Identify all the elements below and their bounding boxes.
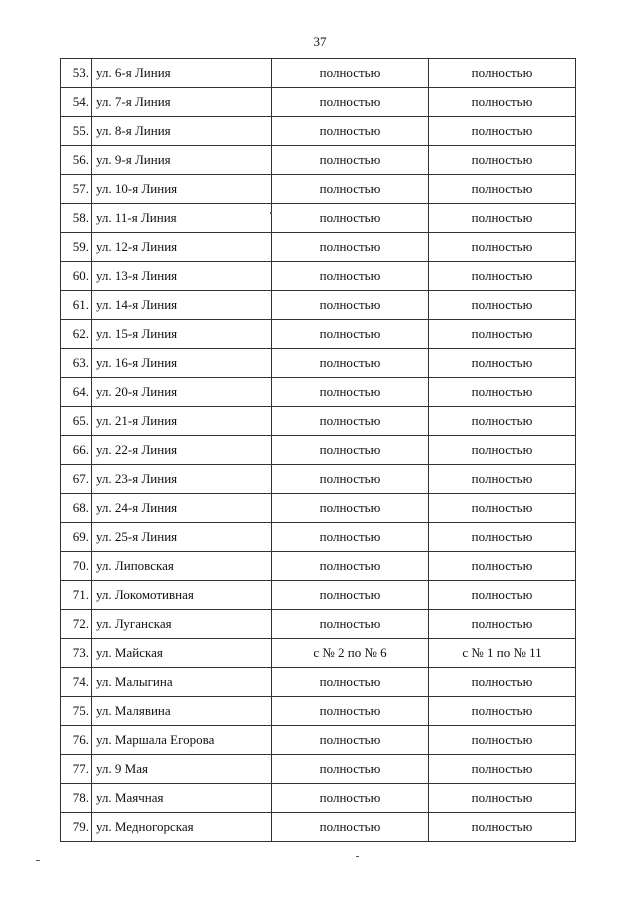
table-row	[61, 146, 576, 175]
street-name-cell: ул. 6-я Линия	[92, 59, 272, 88]
extent-odd-cell: полностью	[429, 378, 576, 407]
street-name-cell: ул. Маячная	[92, 784, 272, 813]
extent-even-cell: полностью	[272, 407, 429, 436]
extent-even-cell: полностью	[272, 233, 429, 262]
table-row	[61, 320, 576, 349]
extent-even-cell: полностью	[272, 784, 429, 813]
streets-table	[60, 58, 576, 842]
row-number-cell: 57.	[61, 175, 92, 204]
table-row	[61, 813, 576, 842]
table-row	[61, 697, 576, 726]
scan-speck	[36, 860, 40, 861]
extent-odd-cell: полностью	[429, 726, 576, 755]
extent-even-cell: с № 2 по № 6	[272, 639, 429, 668]
row-number-cell: 66.	[61, 436, 92, 465]
row-number-cell: 62.	[61, 320, 92, 349]
row-number-cell: 70.	[61, 552, 92, 581]
table-row	[61, 784, 576, 813]
street-name-cell: ул. 7-я Линия	[92, 88, 272, 117]
street-name-cell: ул. Майская	[92, 639, 272, 668]
extent-even-cell: полностью	[272, 175, 429, 204]
extent-even-cell: полностью	[272, 378, 429, 407]
table-row	[61, 117, 576, 146]
extent-odd-cell: полностью	[429, 233, 576, 262]
row-number-cell: 63.	[61, 349, 92, 378]
extent-even-cell: полностью	[272, 755, 429, 784]
extent-odd-cell: полностью	[429, 320, 576, 349]
extent-odd-cell: полностью	[429, 349, 576, 378]
street-name-cell: ул. 25-я Линия	[92, 523, 272, 552]
extent-even-cell: полностью	[272, 88, 429, 117]
page-number: 37	[313, 34, 327, 49]
street-name-cell: ул. 13-я Линия	[92, 262, 272, 291]
table-row	[61, 175, 576, 204]
street-name-cell: ул. Локомотивная	[92, 581, 272, 610]
extent-odd-cell: полностью	[429, 465, 576, 494]
extent-odd-cell: полностью	[429, 697, 576, 726]
extent-even-cell: полностью	[272, 146, 429, 175]
table-row	[61, 465, 576, 494]
extent-even-cell: полностью	[272, 494, 429, 523]
extent-even-cell: полностью	[272, 465, 429, 494]
table-row	[61, 610, 576, 639]
table-row	[61, 523, 576, 552]
street-name-cell: ул. Малявина	[92, 697, 272, 726]
row-number-cell: 59.	[61, 233, 92, 262]
row-number-cell: 73.	[61, 639, 92, 668]
streets-table-body	[61, 59, 576, 842]
street-name-cell: ул. 21-я Линия	[92, 407, 272, 436]
extent-odd-cell: полностью	[429, 88, 576, 117]
row-number-cell: 55.	[61, 117, 92, 146]
row-number-cell: 58.	[61, 204, 92, 233]
table-row	[61, 59, 576, 88]
extent-even-cell: полностью	[272, 813, 429, 842]
extent-even-cell: полностью	[272, 581, 429, 610]
table-row	[61, 726, 576, 755]
extent-odd-cell: полностью	[429, 610, 576, 639]
table-row	[61, 436, 576, 465]
row-number-cell: 72.	[61, 610, 92, 639]
extent-odd-cell: полностью	[429, 175, 576, 204]
extent-odd-cell: полностью	[429, 784, 576, 813]
scan-speck	[270, 212, 272, 214]
street-name-cell: ул. Липовская	[92, 552, 272, 581]
extent-even-cell: полностью	[272, 436, 429, 465]
extent-even-cell: полностью	[272, 262, 429, 291]
street-name-cell: ул. 20-я Линия	[92, 378, 272, 407]
extent-odd-cell: полностью	[429, 552, 576, 581]
scan-speck	[356, 856, 359, 857]
table-row	[61, 204, 576, 233]
street-name-cell: ул. 15-я Линия	[92, 320, 272, 349]
extent-odd-cell: полностью	[429, 262, 576, 291]
extent-odd-cell: полностью	[429, 204, 576, 233]
extent-even-cell: полностью	[272, 697, 429, 726]
table-row	[61, 291, 576, 320]
extent-even-cell: полностью	[272, 552, 429, 581]
row-number-cell: 65.	[61, 407, 92, 436]
row-number-cell: 71.	[61, 581, 92, 610]
table-row	[61, 552, 576, 581]
extent-even-cell: полностью	[272, 117, 429, 146]
street-name-cell: ул. 22-я Линия	[92, 436, 272, 465]
table-row	[61, 668, 576, 697]
row-number-cell: 77.	[61, 755, 92, 784]
extent-odd-cell: полностью	[429, 581, 576, 610]
extent-even-cell: полностью	[272, 349, 429, 378]
extent-even-cell: полностью	[272, 726, 429, 755]
row-number-cell: 79.	[61, 813, 92, 842]
table-row	[61, 233, 576, 262]
extent-odd-cell: полностью	[429, 291, 576, 320]
row-number-cell: 74.	[61, 668, 92, 697]
table-row	[61, 378, 576, 407]
row-number-cell: 69.	[61, 523, 92, 552]
table-row	[61, 349, 576, 378]
row-number-cell: 75.	[61, 697, 92, 726]
street-name-cell: ул. Медногорская	[92, 813, 272, 842]
extent-odd-cell: полностью	[429, 117, 576, 146]
table-row	[61, 262, 576, 291]
row-number-cell: 68.	[61, 494, 92, 523]
street-name-cell: ул. 10-я Линия	[92, 175, 272, 204]
row-number-cell: 60.	[61, 262, 92, 291]
table-row	[61, 755, 576, 784]
row-number-cell: 78.	[61, 784, 92, 813]
extent-even-cell: полностью	[272, 204, 429, 233]
row-number-cell: 61.	[61, 291, 92, 320]
extent-even-cell: полностью	[272, 668, 429, 697]
street-name-cell: ул. 9 Мая	[92, 755, 272, 784]
extent-odd-cell: полностью	[429, 523, 576, 552]
street-name-cell: ул. 8-я Линия	[92, 117, 272, 146]
row-number-cell: 64.	[61, 378, 92, 407]
extent-odd-cell: с № 1 по № 11	[429, 639, 576, 668]
street-name-cell: ул. 16-я Линия	[92, 349, 272, 378]
row-number-cell: 54.	[61, 88, 92, 117]
street-name-cell: ул. 11-я Линия	[92, 204, 272, 233]
extent-odd-cell: полностью	[429, 755, 576, 784]
extent-odd-cell: полностью	[429, 494, 576, 523]
street-name-cell: ул. 23-я Линия	[92, 465, 272, 494]
extent-odd-cell: полностью	[429, 146, 576, 175]
extent-even-cell: полностью	[272, 320, 429, 349]
extent-odd-cell: полностью	[429, 668, 576, 697]
extent-even-cell: полностью	[272, 610, 429, 639]
street-name-cell: ул. 24-я Линия	[92, 494, 272, 523]
row-number-cell: 67.	[61, 465, 92, 494]
row-number-cell: 76.	[61, 726, 92, 755]
extent-even-cell: полностью	[272, 523, 429, 552]
table-row	[61, 407, 576, 436]
extent-odd-cell: полностью	[429, 59, 576, 88]
table-row	[61, 88, 576, 117]
street-name-cell: ул. 14-я Линия	[92, 291, 272, 320]
street-name-cell: ул. Маршала Егорова	[92, 726, 272, 755]
row-number-cell: 53.	[61, 59, 92, 88]
street-name-cell: ул. 12-я Линия	[92, 233, 272, 262]
row-number-cell: 56.	[61, 146, 92, 175]
extent-odd-cell: полностью	[429, 407, 576, 436]
table-row	[61, 639, 576, 668]
extent-even-cell: полностью	[272, 291, 429, 320]
table-row	[61, 581, 576, 610]
extent-odd-cell: полностью	[429, 813, 576, 842]
street-name-cell: ул. Малыгина	[92, 668, 272, 697]
street-name-cell: ул. Луганская	[92, 610, 272, 639]
table-row	[61, 494, 576, 523]
extent-even-cell: полностью	[272, 59, 429, 88]
street-name-cell: ул. 9-я Линия	[92, 146, 272, 175]
extent-odd-cell: полностью	[429, 436, 576, 465]
